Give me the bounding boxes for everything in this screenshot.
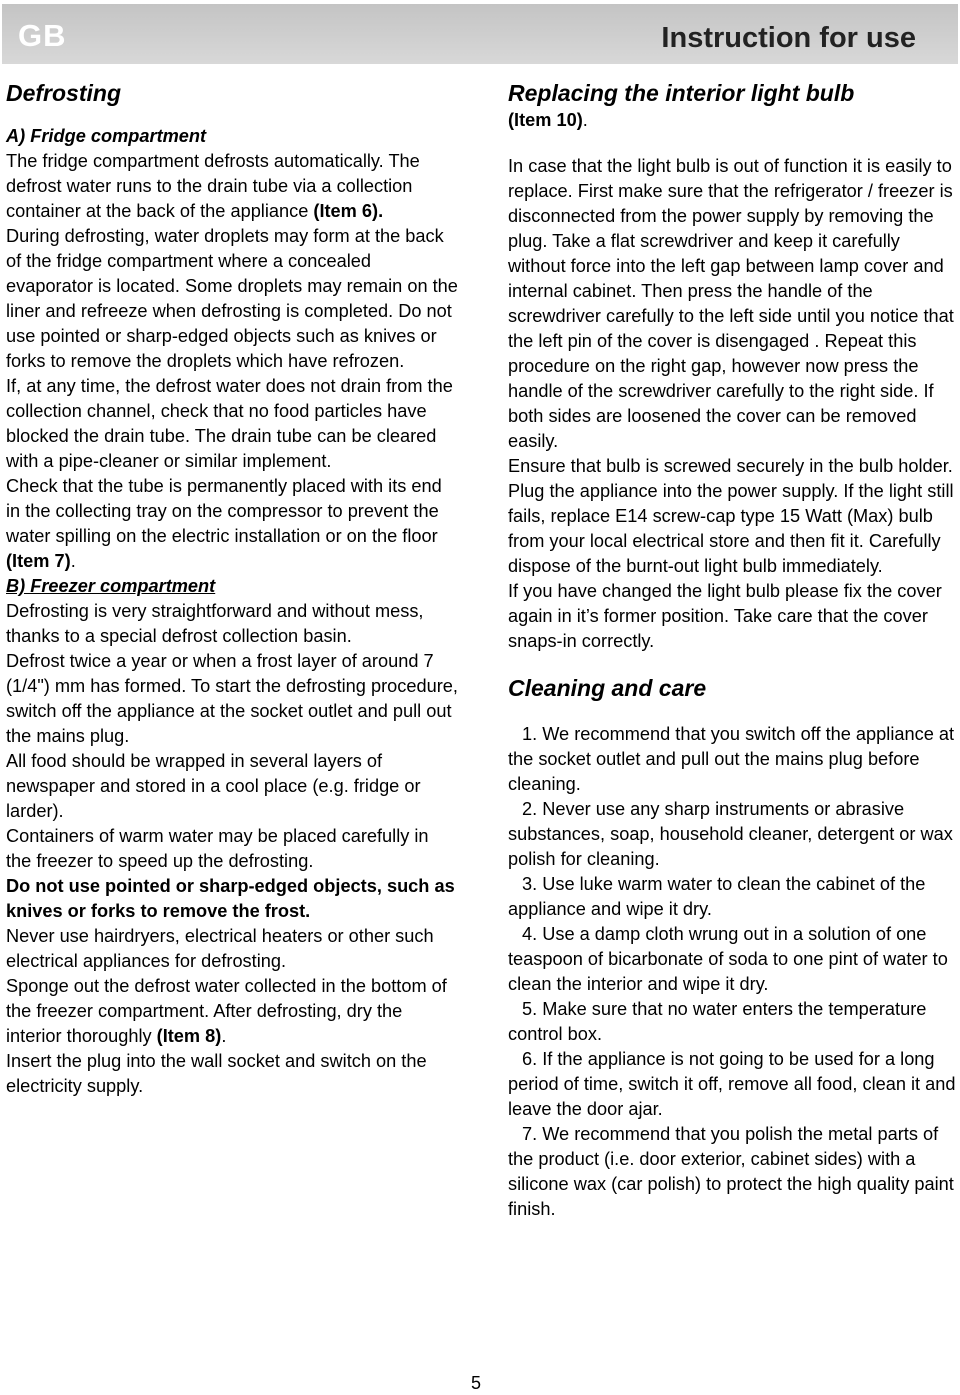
fridge-paragraph-2: During defrosting, water droplets may form at the back of the fridge compartment where a concealed evaporator is located. Some droplets may remain on the liner and refreeze when defrosting is completed. Do not use pointed or sharp-edged objects such as knives or forks to remove the droplets which have refrozen. xyxy=(6,226,458,371)
defrosting-heading: Defrosting xyxy=(6,80,121,106)
light-bulb-paragraph-1: In case that the light bulb is out of function it is easily to replace. First make sure that the refrigerator / freezer is disconnected from the power supply by removing the plug. Take a flat screwdriver and keep it carefully without force into the left gap between lamp cover and internal cabinet. Then press the handle of the screwdriver carefully to the left side until you notice that the left pin of the cover is disengaged . Repeat this procedure on the right gap, however now press the handle of the screwdriver carefully to the right side. If both sides are loosened the cover can be removed easily. xyxy=(508,156,954,451)
fridge-paragraph-1: The fridge compartment defrosts automatically. The defrost water runs to the drain tube via a collection container at the back of the appliance (Item 6). xyxy=(6,151,420,221)
freezer-paragraph-1: Defrosting is very straightforward and without mess, thanks to a special defrost collection basin. xyxy=(6,601,424,646)
right-column xyxy=(508,78,956,1222)
left-column xyxy=(6,78,458,1099)
light-bulb-item-ref: (Item 10). xyxy=(508,110,588,130)
freezer-paragraph-7: Sponge out the defrost water collected in the bottom of the freezer compartment. After defrosting, dry the interior thoroughly (Item 8). xyxy=(6,976,447,1046)
cleaning-item: 5. Make sure that no water enters the temperature control box. xyxy=(508,999,927,1044)
freezer-paragraph-2: Defrost twice a year or when a frost layer of around 7 (1/4") mm has formed. To start the defrosting procedure, switch off the appliance at the socket outlet and pull out the mains plug. xyxy=(6,651,458,746)
spacer xyxy=(508,654,956,673)
cleaning-item: 3. Use luke warm water to clean the cabinet of the appliance and wipe it dry. xyxy=(508,874,926,919)
fridge-paragraph-3: If, at any time, the defrost water does not drain from the collection channel, check that no food particles have blocked the drain tube. The drain tube can be cleared with a pipe-cleaner or similar implement. xyxy=(6,376,453,471)
freezer-warning: Do not use pointed or sharp-edged objects, such as knives or forks to remove the frost. xyxy=(6,876,455,921)
cleaning-item: 7. We recommend that you polish the metal parts of the product (i.e. door exterior, cabinet sides) with a silicone wax (car polish) to protect the high quality paint finish. xyxy=(508,1124,954,1219)
cleaning-heading: Cleaning and care xyxy=(508,675,707,701)
freezer-paragraph-8: Insert the plug into the wall socket and switch on the electricity supply. xyxy=(6,1051,427,1096)
spacer xyxy=(508,133,956,154)
freezer-paragraph-4: Containers of warm water may be placed carefully in the freezer to speed up the defrosting. xyxy=(6,826,429,871)
cleaning-item: 1. We recommend that you switch off the appliance at the socket outlet and pull out the mains plug before cleaning. xyxy=(508,724,955,794)
page-number: 5 xyxy=(471,1373,482,1393)
light-bulb-paragraph-2: Ensure that bulb is screwed securely in the bulb holder. Plug the appliance into the power supply. If the light still fails, replace E14 screw-cap type 15 Watt (Max) bulb from your local electrical store and then fit it. Carefully dispose of the burnt-out light bulb immediately. xyxy=(508,456,954,576)
light-bulb-paragraph-3: If you have changed the light bulb please fix the cover again in it’s former position. Take care that the cover snaps-in correctly. xyxy=(508,581,942,651)
spacer xyxy=(508,703,956,722)
fridge-paragraph-4: Check that the tube is permanently placed with its end in the collecting tray on the compressor to prevent the water spilling on the electric installation or on the floor (Item 7). xyxy=(6,476,442,571)
cleaning-item: 6. If the appliance is not going to be used for a long period of time, switch it off, remove all food, clean it and leave the door ajar. xyxy=(508,1049,956,1119)
language-label: GB xyxy=(18,18,67,53)
freezer-paragraph-6: Never use hairdryers, electrical heaters or other such electrical appliances for defrosting. xyxy=(6,926,434,971)
light-bulb-heading: Replacing the interior light bulb xyxy=(508,80,855,106)
cleaning-item: 2. Never use any sharp instruments or abrasive substances, soap, household cleaner, detergent or wax polish for cleaning. xyxy=(508,799,953,869)
freezer-paragraph-3: All food should be wrapped in several layers of newspaper and stored in a cool place (e.g. fridge or larder). xyxy=(6,751,421,821)
fridge-subheading: A) Fridge compartment xyxy=(6,126,207,146)
header-bar xyxy=(2,4,958,64)
header-title: Instruction for use xyxy=(661,22,916,54)
cleaning-item: 4. Use a damp cloth wrung out in a solution of one teaspoon of bicarbonate of soda to one pint of water to clean the interior and wipe it dry. xyxy=(508,924,948,994)
freezer-subheading: B) Freezer compartment xyxy=(6,576,216,596)
